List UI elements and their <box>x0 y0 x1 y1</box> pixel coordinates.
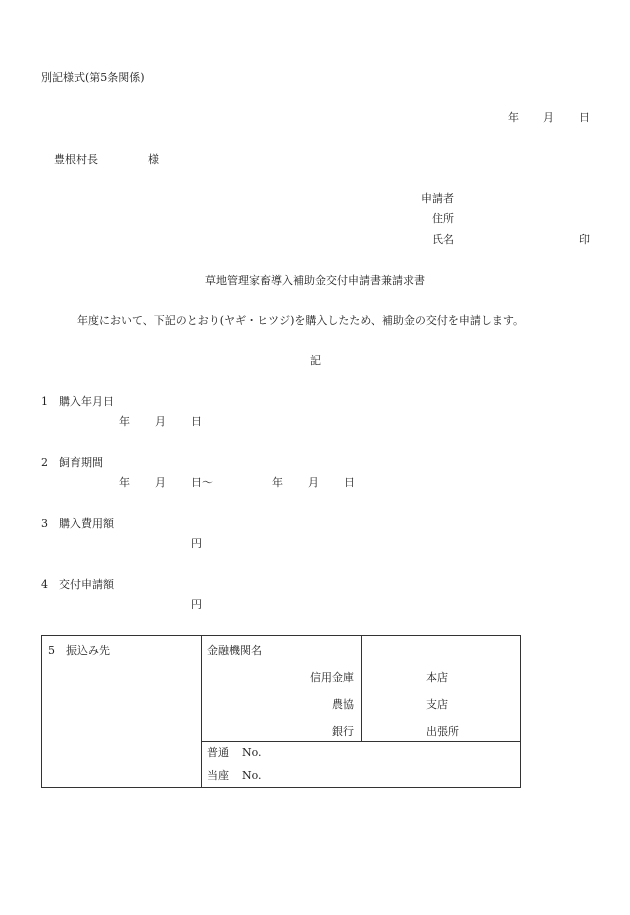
shiten-label: 支店 <box>426 698 448 711</box>
institution-label: 金融機関名 <box>207 644 262 657</box>
item-2-end-day: 日 <box>344 476 355 489</box>
table-divider-account <box>201 741 520 742</box>
shucchojo-label: 出張所 <box>426 725 459 738</box>
table-divider-label <box>201 636 202 787</box>
intro-text: 年度において、下記のとおり(ヤギ・ヒツジ)を購入したため、補助金の交付を申請します。 <box>77 314 525 327</box>
table-divider-branch <box>361 636 362 741</box>
date-month-label: 月 <box>543 111 554 124</box>
item-2-end-year: 年 <box>272 476 283 489</box>
item-3-unit: 円 <box>191 537 202 550</box>
applicant-label: 申請者 <box>421 192 454 205</box>
item-3-number: 3 <box>41 517 48 530</box>
item-4-label: 交付申請額 <box>59 578 114 591</box>
item-2-start-month: 月 <box>155 476 166 489</box>
addressee-name: 豊根村長 <box>54 153 98 166</box>
toza-no-label: No. <box>242 769 262 782</box>
item-4-unit: 円 <box>191 598 202 611</box>
item-4-number: 4 <box>41 578 48 591</box>
bank-transfer-table <box>41 635 521 788</box>
item-1-label: 購入年月日 <box>59 395 114 408</box>
date-day-label: 日 <box>579 111 590 124</box>
document-title: 草地管理家畜導入補助金交付申請書兼請求書 <box>205 274 425 287</box>
applicant-address-label: 住所 <box>432 212 454 225</box>
toza-label: 当座 <box>207 769 229 782</box>
item-1-number: 1 <box>41 395 48 408</box>
item-2-end-month: 月 <box>308 476 319 489</box>
addressee-honorific: 様 <box>148 153 159 166</box>
item-2-start-year: 年 <box>119 476 130 489</box>
bank-number: 5 <box>48 644 55 657</box>
item-1-month: 月 <box>155 415 166 428</box>
item-3-label: 購入費用額 <box>59 517 114 530</box>
honten-label: 本店 <box>426 671 448 684</box>
bank-label: 振込み先 <box>66 644 110 657</box>
ki-marker: 記 <box>310 354 321 367</box>
ginko-label: 銀行 <box>332 725 354 738</box>
applicant-seal: 印 <box>579 233 590 246</box>
form-label: 別記様式(第5条関係) <box>41 71 145 84</box>
date-year-label: 年 <box>508 111 519 124</box>
nokyo-label: 農協 <box>332 698 354 711</box>
futsu-no-label: No. <box>242 746 262 759</box>
applicant-name-label: 氏名 <box>432 233 454 246</box>
shinkin-label: 信用金庫 <box>310 671 354 684</box>
item-1-day: 日 <box>191 415 202 428</box>
item-2-label: 飼育期間 <box>59 456 103 469</box>
item-2-number: 2 <box>41 456 48 469</box>
item-1-year: 年 <box>119 415 130 428</box>
futsu-label: 普通 <box>207 746 229 759</box>
item-2-start-day: 日〜 <box>191 476 213 489</box>
